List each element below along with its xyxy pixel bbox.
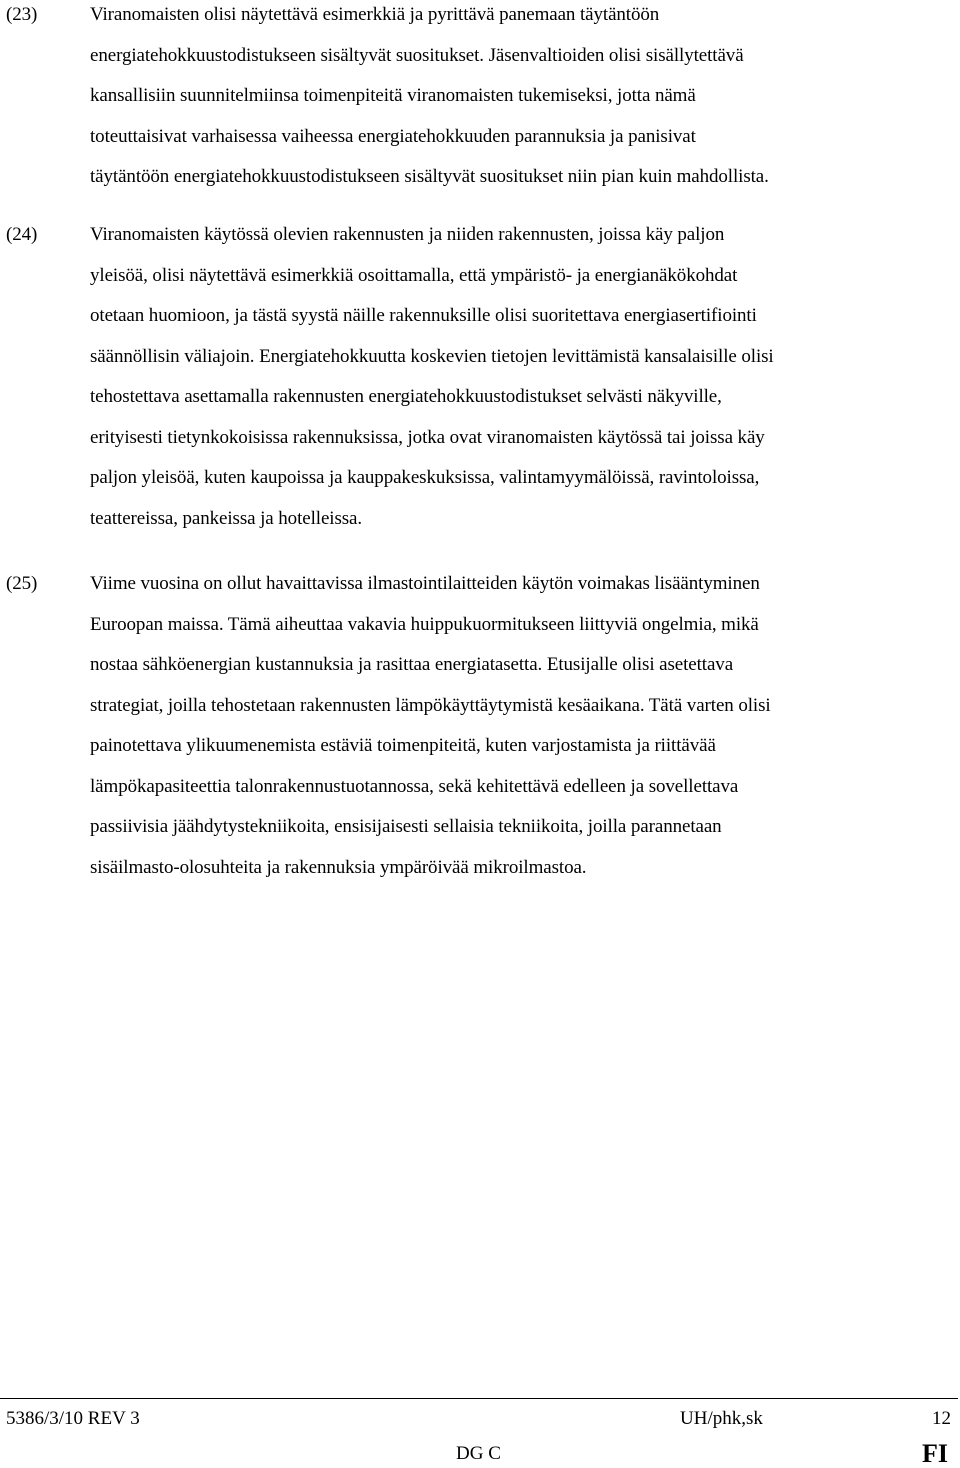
page-number: 12 bbox=[932, 1408, 951, 1429]
text-line: säännöllisin väliajoin. Energiatehokkuutta koskevien tietojen levittämistä kansalaisille olisi bbox=[90, 345, 774, 367]
text-line: strategiat, joilla tehostetaan rakennusten lämpökäyttäytymistä kesäaikana. Tätä varten olisi bbox=[90, 694, 771, 716]
paragraph-number: (24) bbox=[6, 224, 38, 245]
paragraph-text bbox=[90, 0, 960, 198]
text-line: energiatehokkuustodistukseen sisältyvät suositukset. Jäsenvaltioiden olisi sisällytettävä bbox=[90, 44, 744, 66]
text-line: täytäntöön energiatehokkuustodistukseen sisältyvät suositukset niin pian kuin mahdollista. bbox=[90, 166, 769, 187]
unit-initials: UH/phk,sk bbox=[680, 1408, 763, 1429]
text-line: toteuttaisivat varhaisessa vaiheessa energiatehokkuuden parannuksia ja panisivat bbox=[90, 125, 696, 147]
text-line: otetaan huomioon, ja tästä syystä näille rakennuksille olisi suoritettava energiasertifiointi bbox=[90, 305, 757, 326]
footer-divider bbox=[0, 1398, 958, 1399]
paragraph-text bbox=[90, 215, 960, 539]
text-line: lämpökapasiteettia talonrakennustuotannossa, sekä kehitettävä edelleen ja sovellettava bbox=[90, 775, 739, 797]
text-line: Viime vuosina on ollut havaittavissa ilmastointilaitteiden käytön voimakas lisääntyminen bbox=[90, 573, 760, 594]
language-code: FI bbox=[922, 1439, 948, 1468]
paragraph-number: (23) bbox=[6, 4, 38, 25]
text-line: erityisesti tietynkokoisissa rakennuksissa, jotka ovat viranomaisten käytössä tai joissa käy bbox=[90, 426, 765, 448]
paragraph-number: (25) bbox=[6, 573, 38, 594]
text-line: teattereissa, pankeissa ja hotelleissa. bbox=[90, 507, 363, 529]
text-line: sisäilmasto-olosuhteita ja rakennuksia ympäröivää mikroilmastoa. bbox=[90, 856, 587, 878]
text-line: painotettava ylikuumenemista estäviä toimenpiteitä, kuten varjostamista ja riittävää bbox=[90, 735, 716, 756]
paragraph-text bbox=[90, 564, 960, 888]
text-line: kansallisiin suunnitelmiinsa toimenpiteitä viranomaisten tukemiseksi, jotta nämä bbox=[90, 85, 696, 106]
text-line: Euroopan maissa. Tämä aiheuttaa vakavia huippukuormitukseen liittyviä ongelmia, mikä bbox=[90, 613, 759, 635]
text-line: tehostettava asettamalla rakennusten energiatehokkuustodistukset selvästi näkyville, bbox=[90, 386, 722, 407]
text-line: paljon yleisöä, kuten kaupoissa ja kauppakeskuksissa, valintamyymälöissä, ravintoloissa, bbox=[90, 467, 760, 488]
text-line: Viranomaisten käytössä olevien rakennusten ja niiden rakennusten, joissa käy paljon bbox=[90, 224, 725, 245]
document-reference: 5386/3/10 REV 3 bbox=[6, 1408, 140, 1429]
text-line: Viranomaisten olisi näytettävä esimerkkiä ja pyrittävä panemaan täytäntöön bbox=[90, 4, 660, 25]
text-line: yleisöä, olisi näytettävä esimerkkiä osoittamalla, että ympäristö- ja energianäkökohdat bbox=[90, 264, 738, 286]
directorate-general: DG C bbox=[456, 1443, 501, 1464]
text-line: passiivisia jäähdytystekniikoita, ensisijaisesti sellaisia tekniikoita, joilla parannetaan bbox=[90, 816, 722, 837]
text-line: nostaa sähköenergian kustannuksia ja rasittaa energiatasetta. Etusijalle olisi asetettava bbox=[90, 654, 734, 675]
